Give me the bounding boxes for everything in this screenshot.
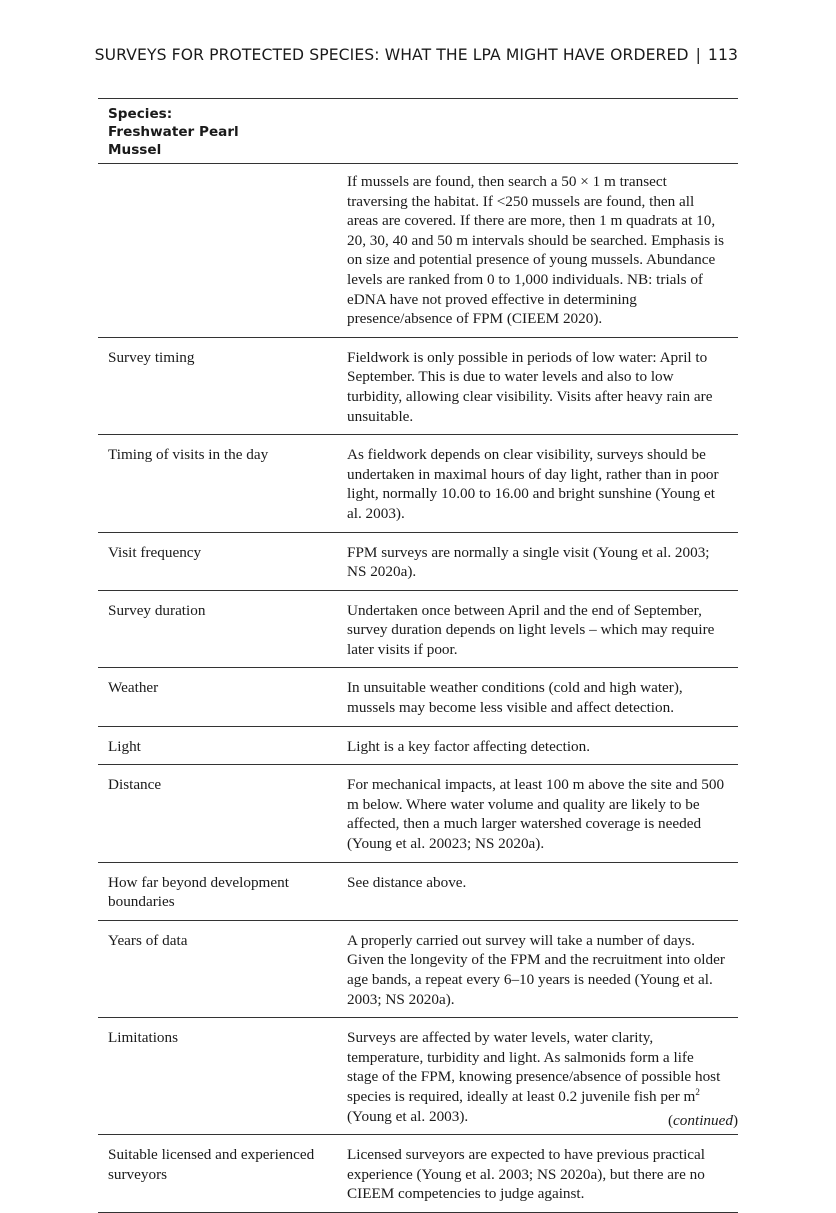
table-header-row [98,99,738,164]
row-value: Undertaken once between April and the end of September, survey duration depends on light levels – which may require later visits if poor. [347,590,738,668]
row-label: Limitations [98,1018,347,1135]
table-row [98,862,738,920]
limitations-text: Surveys are affected by water levels, water clarity, temperature, turbidity and light. As salmonids form a life stage of the FPM, knowing presence/absence of possible host species is required, ideally at least 0.2 juvenile fish per m [347,1029,721,1105]
row-value: Licensed surveyors are expected to have previous practical experience (Young et al. 2003; NS 2020a), but there are no CIEEM competencies to judge against. [347,1135,738,1213]
table-heading-empty-cell [347,99,738,164]
table-row [98,1018,738,1135]
table-row [98,765,738,862]
row-label: How far beyond development boundaries [98,862,347,920]
row-value: Light is a key factor affecting detection. [347,726,738,765]
limitations-text-tail: (Young et al. 2003). [347,1107,469,1125]
row-label: Survey duration [98,590,347,668]
table-row [98,532,738,590]
table-row [98,337,738,434]
running-title: SURVEYS FOR PROTECTED SPECIES: WHAT THE LPA MIGHT HAVE ORDERED [94,46,689,64]
row-label: Visit frequency [98,532,347,590]
continued-note: (continued) [667,1112,738,1129]
header-separator: | [695,46,701,64]
table-row [98,1135,738,1213]
row-label: Years of data [98,920,347,1017]
row-value: If mussels are found, then search a 50 × 1 m transect traversing the habitat. If <250 mussels are found, then all areas are covered. If there are more, then 1 m quadrats at 10, 20, 30, 40 and 50 m intervals should be searched. Emphasis is on size and potential presence of young mussels. Abundance levels are ranked from 0 to 1,000 individuals. NB: trials of eDNA have not proved effective in determining presence/absence of FPM (CIEEM 2020). [347,164,738,338]
table-row [98,668,738,726]
row-value: In unsuitable weather conditions (cold and high water), mussels may become less visible and affect detection. [347,668,738,726]
row-label [98,164,347,338]
row-label: Light [98,726,347,765]
table-row [98,435,738,532]
row-value: For mechanical impacts, at least 100 m above the site and 500 m below. Where water volume and quality are likely to be affected, then a much larger watershed coverage is needed (Young et al. 20023; NS 2020a). [347,765,738,862]
continued-text: continued [673,1112,733,1129]
table-heading: Species: Freshwater Pearl Mussel [108,106,239,158]
table-row [98,590,738,668]
row-label: Timing of visits in the day [98,435,347,532]
table-heading-cell [98,99,347,164]
row-label: Distance [98,765,347,862]
row-value: A properly carried out survey will take a number of days. Given the longevity of the FPM and the recruitment into older age bands, a repeat every 6–10 years is needed (Young et al. 2003; NS 2020a). [347,920,738,1017]
row-label: Suitable licensed and experienced surveyors [98,1135,347,1213]
page-number: 113 [707,46,738,64]
running-head [95,46,738,64]
superscript: 2 [695,1086,700,1097]
row-value: Fieldwork is only possible in periods of low water: April to September. This is due to water levels and also to low turbidity, allowing clear visibility. Visits after heavy rain are unsuitable. [347,337,738,434]
survey-table [98,98,738,1213]
table-row [98,920,738,1017]
row-value: See distance above. [347,862,738,920]
row-value: FPM surveys are normally a single visit (Young et al. 2003; NS 2020a). [347,532,738,590]
table-row [98,164,738,338]
table-row [98,726,738,765]
row-value: As fieldwork depends on clear visibility, surveys should be undertaken in maximal hours of day light, rather than in poor light, normally 10.00 to 16.00 and bright sunshine (Young et al. 2003). [347,435,738,532]
row-label: Survey timing [98,337,347,434]
row-label: Weather [98,668,347,726]
